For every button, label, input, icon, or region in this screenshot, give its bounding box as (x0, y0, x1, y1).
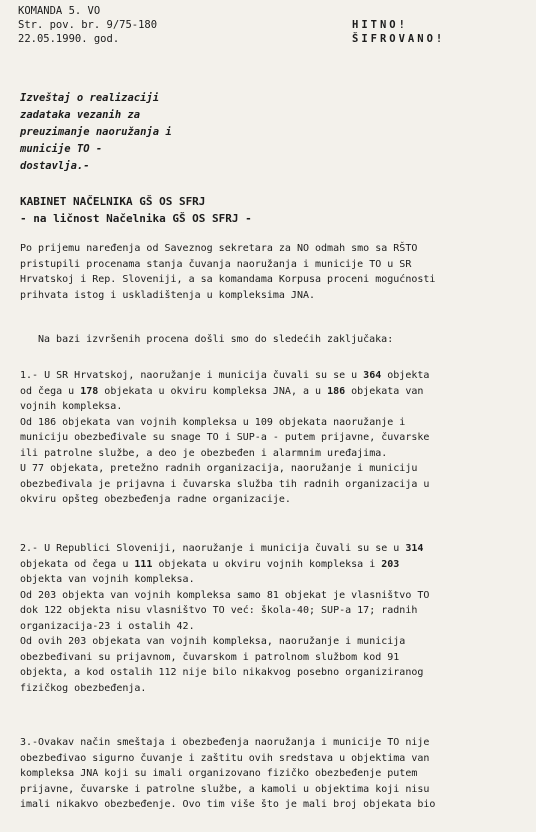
urgency-label: ŠIFROVANO! (352, 33, 446, 45)
text-line: objekata od čega u 111 objekata u okviru vojnih kompleksa i 203 (20, 558, 400, 570)
text-line: obezbeđivao sigurno čuvanje i zaštitu ovih sredstava u objektima van (20, 752, 430, 764)
conclusions-intro: Na bazi izvršenih procena došli smo do sledećih zaključaka: (38, 334, 394, 345)
text-line: ili patrolne službe, a deo je obezbeđen i alarmnim uređajima. (20, 447, 388, 459)
header-block (18, 4, 157, 46)
text-line: objekta van vojnih kompleksa. (20, 574, 195, 585)
subject-line: zadataka vezanih za (20, 109, 141, 121)
text-line: imali nikakvo obezbeđenje. Ovo tim više što je mali broj objekata bio (20, 799, 436, 810)
addressee-line: KABINET NAČELNIKA GŠ OS SFRJ (20, 195, 206, 208)
text-line: 1.- U SR Hrvatskoj, naoružanje i municija čuvali su se u 364 objekta (20, 370, 430, 381)
text-line: obezbeđivala je prijavna i čuvarska služba tih radnih organizacija u (20, 478, 430, 490)
text-line: municiju obezbeđivale su snage TO i SUP-a - putem prijavne, čuvarske (20, 432, 430, 443)
text-line: pristupili procenama stanja čuvanja naoružanja i municije TO u SR (20, 258, 412, 270)
text-line: 3.-Ovakav način smeštaja i obezbeđenja naoružanja i municije TO nije (20, 737, 430, 748)
subject-block (20, 90, 172, 175)
text-line: 2.- U Republici Sloveniji, naoružanje i municija čuvali su se u 314 (20, 543, 424, 554)
section-3 (20, 735, 435, 813)
text-line: Hrvatskoj i Rep. Sloveniji, a sa komandama Korpusa proceni mogućnosti (20, 274, 436, 285)
highlighted-number: 314 (405, 543, 424, 554)
text-line: Od ovih 203 objekata van vojnih kompleksa, naoružanje i municija (20, 636, 406, 647)
intro-paragraph (20, 241, 435, 303)
text-line: od čega u 178 objekata u okviru kompleksa JNA, a u 186 objekata van (20, 385, 424, 397)
addressee-line: - na ličnost Načelnika GŠ OS SFRJ - (20, 212, 252, 225)
header-line: KOMANDA 5. VO (18, 5, 101, 17)
section-1 (20, 368, 429, 508)
section-2 (20, 541, 429, 696)
addressee-block (20, 193, 252, 227)
text-line: obezbeđivani su prijavnom, čuvarskom i patrolnom službom kod 91 (20, 651, 400, 663)
urgency-label: HITNO! (352, 19, 408, 31)
text-line: organizacija-23 i ostalih 42. (20, 620, 195, 632)
subject-line: preuzimanje naoružanja i (20, 126, 172, 138)
text-line: prijavne, čuvarske i patrolne službe, a kamoli u objektima koji nisu (20, 783, 430, 795)
subject-line: dostavlja.- (20, 160, 90, 172)
header-line: 22.05.1990. god. (18, 33, 120, 45)
text-line: Od 186 objekata van vojnih kompleksa u 109 objekata naoružanje i (20, 416, 406, 428)
text-line: kompleksa JNA koji su imali organizovano fizičko obezbeđenje putem (20, 768, 418, 779)
text-line: U 77 objekata, pretežno radnih organizacija, naoružanje i municiju (20, 463, 418, 474)
header-line: Str. pov. br. 9/75-180 (18, 19, 158, 31)
text-line: prihvata istog i uskladištenja u kompleksima JNA. (20, 289, 316, 301)
urgency-block (352, 18, 445, 46)
highlighted-number: 111 (134, 558, 153, 570)
subject-line: Izveštaj o realizaciji (20, 92, 160, 104)
text-line: vojnih kompleksa. (20, 401, 123, 412)
text-line: fizičkog obezbeđenja. (20, 682, 147, 694)
text-line: objekta, a kod ostalih 112 nije bilo nikakvog posebno organiziranog (20, 667, 424, 678)
subject-line: municije TO - (20, 143, 103, 155)
text-line: okviru opšteg obezbeđenja radne organizacije. (20, 494, 291, 505)
highlighted-number: 203 (381, 558, 400, 570)
highlighted-number: 364 (363, 370, 382, 381)
highlighted-number: 186 (327, 385, 346, 397)
text-line: Po prijemu naređenja od Saveznog sekretara za NO odmah smo sa RŠTO (20, 243, 418, 254)
highlighted-number: 178 (80, 385, 99, 397)
text-line: Od 203 objekta van vojnih kompleksa samo 81 objekat je vlasništvo TO (20, 589, 430, 601)
text-line: dok 122 objekta nisu vlasništvo TO već: škola-40; SUP-a 17; radnih (20, 605, 418, 616)
